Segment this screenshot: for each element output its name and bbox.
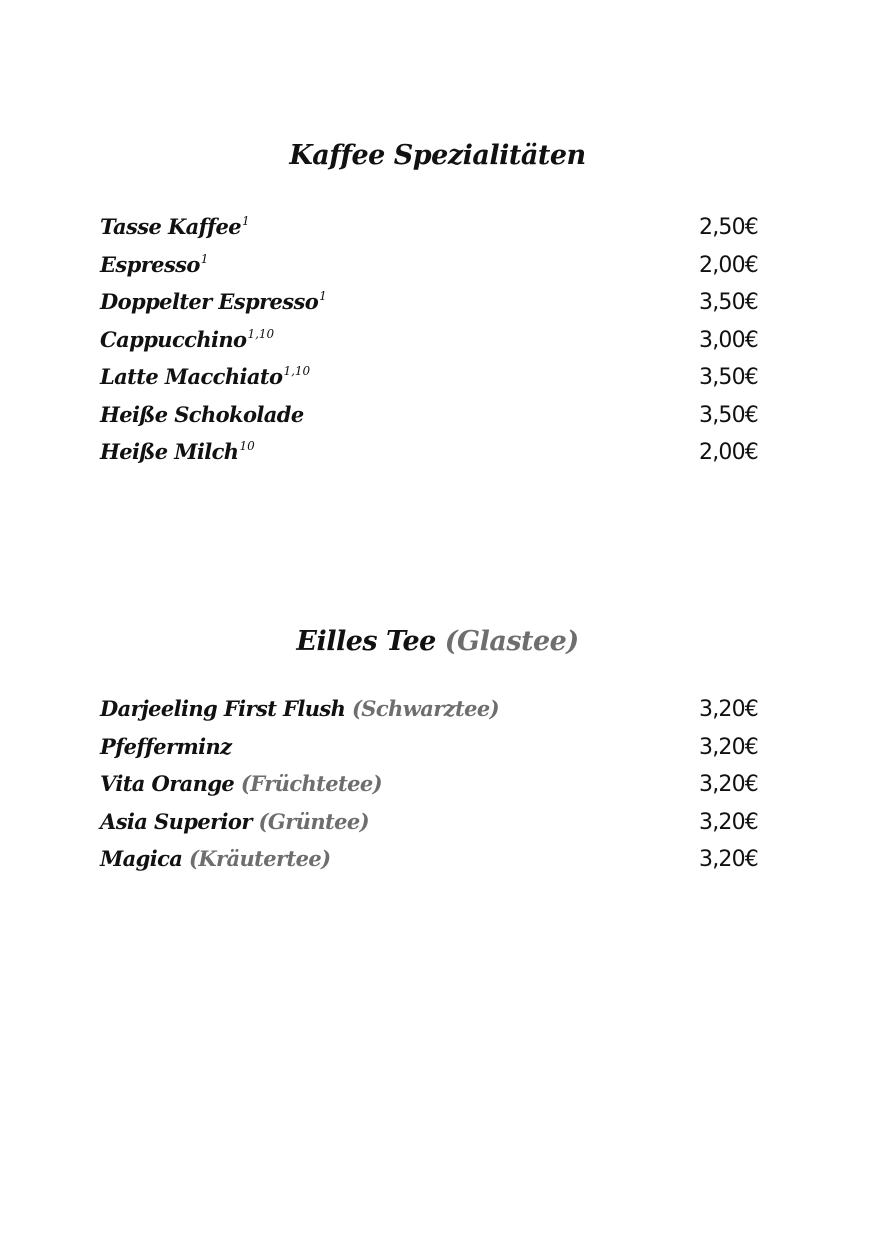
menu-item-heisse-schokolade — [100, 391, 758, 429]
item-name: Tasse Kaffee — [100, 214, 241, 239]
item-name-wrapper — [100, 803, 369, 841]
item-price: 2,50€ — [699, 215, 758, 240]
item-tea-type: (Früchtetee) — [240, 771, 383, 796]
item-price: 3,20€ — [699, 809, 758, 835]
item-tea-type: (Schwarztee) — [351, 696, 499, 721]
item-name: Latte Macchiato — [100, 364, 283, 389]
tea-menu-list — [100, 690, 758, 878]
item-name-wrapper — [100, 690, 499, 728]
item-price: 3,20€ — [699, 734, 758, 760]
allergen-superscript: 1,10 — [283, 364, 311, 378]
item-name: Vita Orange — [100, 771, 235, 796]
item-price: 3,20€ — [699, 697, 758, 722]
allergen-superscript: 1 — [200, 251, 209, 266]
menu-item-espresso — [100, 241, 758, 279]
allergen-superscript: 1 — [242, 214, 250, 228]
item-price: 2,00€ — [699, 440, 758, 465]
menu-item-darjeeling — [100, 690, 758, 728]
tea-title-text: Eilles Tee — [296, 626, 436, 657]
tea-section-title — [0, 626, 875, 657]
item-name-wrapper — [100, 203, 250, 246]
item-name-wrapper — [100, 316, 274, 359]
item-price: 3,20€ — [699, 772, 758, 797]
item-tea-type: (Grüntee) — [258, 808, 369, 834]
item-name: Pfefferminz — [100, 733, 232, 759]
item-name: Magica — [100, 846, 183, 871]
item-price: 3,20€ — [699, 847, 758, 872]
menu-item-vita-orange — [100, 765, 758, 803]
menu-item-asia-superior — [100, 803, 758, 841]
item-name-wrapper — [100, 765, 382, 803]
item-name-wrapper — [100, 391, 305, 434]
coffee-menu-list — [100, 203, 758, 466]
allergen-superscript: 1,10 — [247, 326, 275, 341]
item-name: Heiße Schokolade — [100, 401, 304, 427]
menu-item-heisse-milch — [100, 428, 758, 466]
menu-item-magica — [100, 840, 758, 878]
menu-item-doppelter-espresso — [100, 278, 758, 316]
item-name-wrapper — [100, 728, 231, 766]
item-price: 3,50€ — [699, 290, 758, 315]
item-price: 2,00€ — [699, 252, 758, 278]
item-name-wrapper — [100, 840, 330, 878]
item-tea-type: (Kräutertee) — [189, 846, 331, 871]
tea-title-note: (Glastee) — [444, 626, 579, 657]
item-name: Darjeeling First Flush — [100, 696, 346, 721]
coffee-section-title: Kaffee Spezialitäten — [289, 140, 586, 171]
item-name-wrapper — [100, 353, 310, 396]
menu-item-latte-macchiato — [100, 353, 758, 391]
item-name-wrapper — [100, 241, 208, 284]
item-name: Cappucchino — [100, 326, 247, 352]
allergen-superscript: 10 — [239, 439, 255, 453]
item-price: 3,50€ — [699, 365, 758, 390]
item-price: 3,00€ — [699, 327, 758, 353]
item-name: Asia Superior — [100, 808, 252, 834]
item-name-wrapper — [100, 278, 327, 321]
allergen-superscript: 1 — [319, 289, 327, 303]
item-name: Espresso — [100, 251, 200, 277]
menu-item-cappucchino — [100, 316, 758, 354]
menu-item-tasse-kaffee — [100, 203, 758, 241]
item-name: Heiße Milch — [100, 439, 239, 464]
item-price: 3,50€ — [699, 402, 758, 428]
item-name: Doppelter Espresso — [100, 289, 319, 314]
item-name-wrapper — [100, 428, 255, 471]
menu-item-pfefferminz — [100, 728, 758, 766]
